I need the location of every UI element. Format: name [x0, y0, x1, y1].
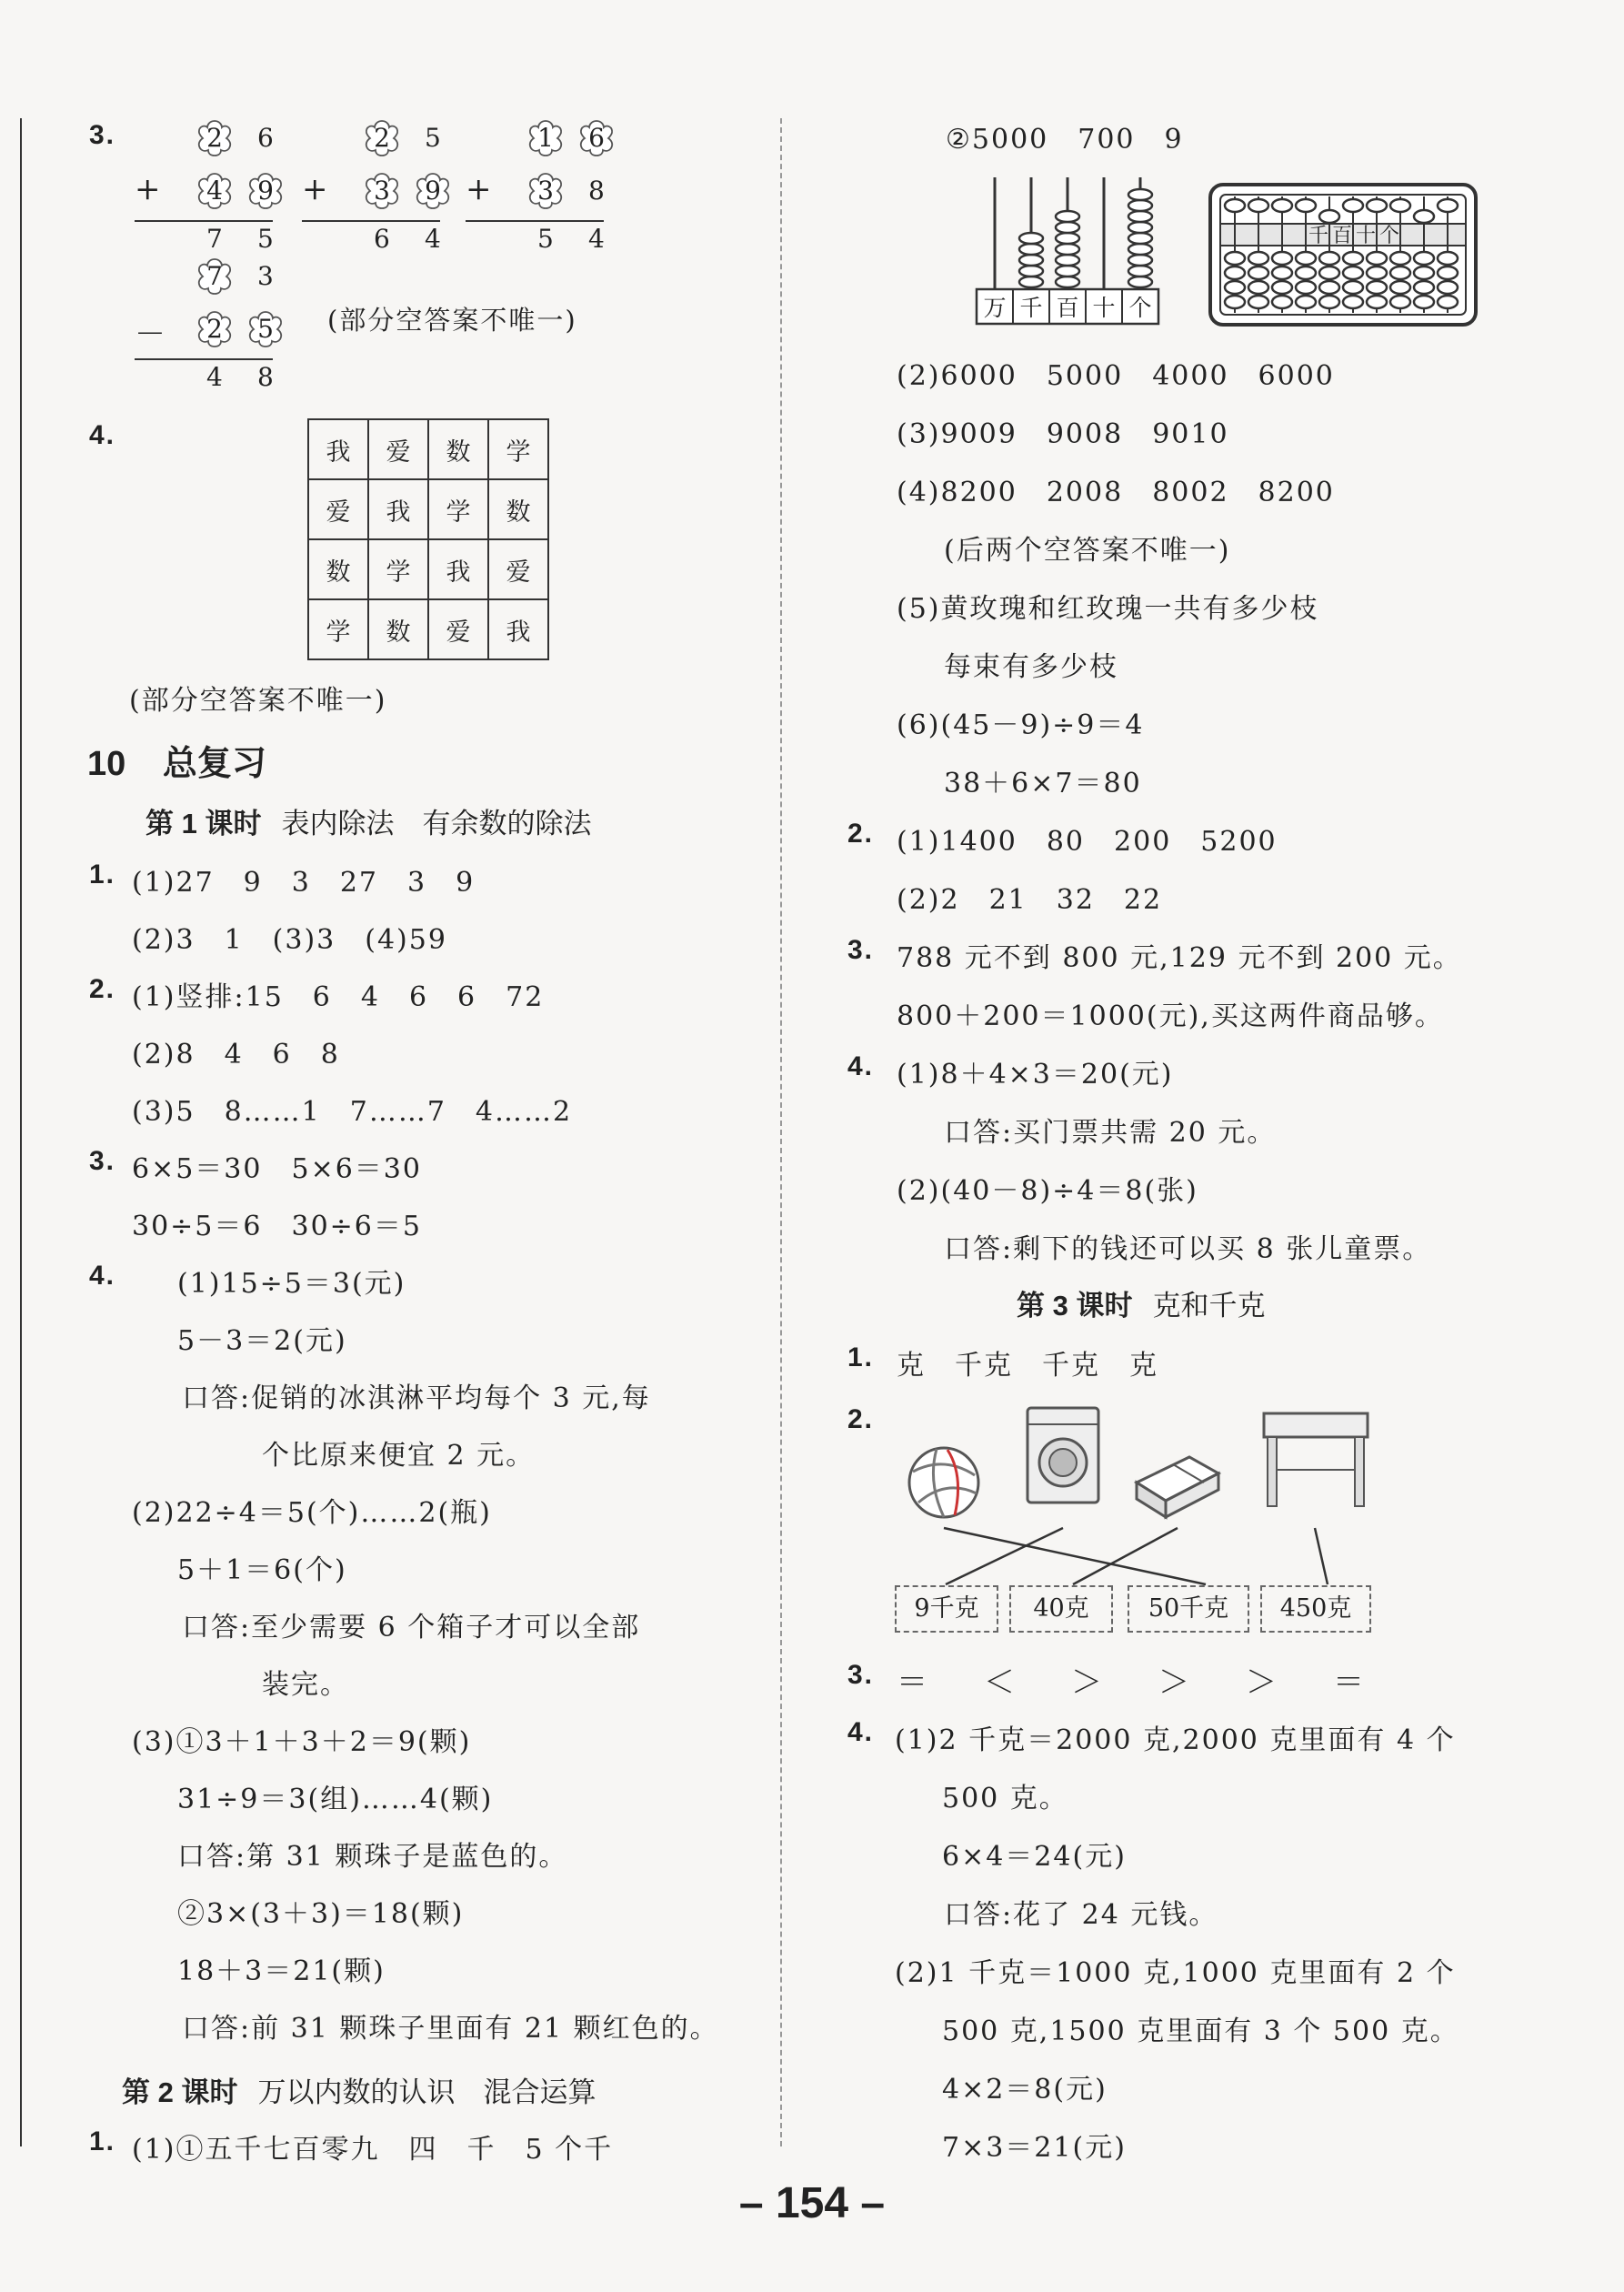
abacus-label: 百: [1056, 295, 1079, 321]
answer-line: 18＋3＝21(颗): [177, 1955, 386, 1987]
answer-line: 口答:至少需要 6 个箱子才可以全部: [182, 1612, 641, 1644]
eraser-icon: [1137, 1457, 1218, 1517]
soroban-label: 百: [1331, 225, 1353, 247]
answer-line: (1)8＋4×3＝20(元): [897, 1059, 1174, 1091]
circled-digit: [526, 171, 566, 211]
circled-digit: [526, 118, 566, 158]
grid-row: [308, 479, 548, 539]
result-digit: 5: [537, 224, 554, 254]
grid-cell: 数: [308, 539, 368, 599]
question-number: 3.: [89, 120, 116, 150]
answer-line: 口答:剩下的钱还可以买 8 张儿童票。: [944, 1233, 1432, 1265]
weight-option: 9千克: [895, 1585, 998, 1633]
answer-line: (3)①3＋1＋3＋2＝9(颗): [132, 1726, 472, 1758]
answer-line: 口答:促销的冰淇淋平均每个 3 元,每: [182, 1382, 651, 1414]
digit: 8: [588, 176, 605, 206]
calc-rule: [302, 220, 440, 222]
digit-text: 3: [374, 176, 390, 206]
soroban-label: 十: [1355, 225, 1377, 247]
lesson-heading: [1017, 1282, 1265, 1323]
answer-line: 个比原来便宜 2 元。: [262, 1440, 536, 1472]
abacus-label: 个: [1128, 295, 1152, 321]
answer-line: 口答:第 31 颗珠子是蓝色的。: [177, 1841, 568, 1873]
answer-line: (4)8200 2008 8002 8200: [897, 477, 1335, 508]
result-digit: 5: [257, 224, 274, 254]
matching-lines: [944, 1528, 1328, 1584]
circled-digit: [246, 171, 286, 211]
answer-line: 800＋200＝1000(元),买这两件商品够。: [897, 1000, 1444, 1032]
grid-cell: 数: [488, 479, 548, 539]
answer-line: (6)(45－9)÷9＝4: [897, 709, 1145, 741]
answer-line: 口答:前 31 颗珠子里面有 21 颗红色的。: [182, 2013, 719, 2045]
digit: 5: [425, 123, 441, 153]
digit-text: 3: [537, 176, 554, 206]
grid-cell: 我: [428, 539, 488, 599]
answer-line: 38＋6×7＝80: [944, 768, 1142, 799]
grid-row: [308, 539, 548, 599]
digit-text: 2: [206, 123, 223, 153]
abacus-label: 万: [983, 295, 1007, 321]
grid-cell: 爱: [488, 539, 548, 599]
circled-digit: [413, 171, 453, 211]
grid-cell: 数: [428, 419, 488, 479]
question-number: 2.: [89, 974, 116, 1004]
question-number: 3.: [847, 1660, 875, 1690]
grid-cell: 爱: [308, 479, 368, 539]
operator: +: [135, 171, 161, 207]
lesson-title: 克和千克: [1152, 1290, 1266, 1322]
lesson-label: 第 2 课时: [122, 2076, 238, 2108]
operator: －: [135, 317, 165, 353]
answer-line: 4×2＝8(元): [942, 2074, 1108, 2106]
answer-line: 30÷5＝6 30÷6＝5: [132, 1211, 422, 1242]
volleyball-icon: [909, 1448, 978, 1517]
answer-line: 500 克。: [942, 1783, 1068, 1814]
question-number: 3.: [89, 1146, 116, 1176]
note: (部分空答案不唯一): [327, 305, 577, 336]
answer-line: 6×4＝24(元): [942, 1841, 1127, 1873]
soroban-label: 千: [1308, 225, 1329, 247]
weight-option: 50千克: [1128, 1585, 1249, 1633]
question-number: 4.: [89, 420, 116, 450]
lesson-title: 表内除法 有余数的除法: [281, 808, 592, 839]
answer-line: (1)2 千克＝2000 克,2000 克里面有 4 个: [895, 1724, 1456, 1756]
answer-line: ＝ ＜ ＞ ＞ ＞ ＝: [897, 1664, 1377, 1701]
answer-line: 每束有多少枝: [944, 651, 1118, 683]
result-digit: 4: [206, 362, 223, 392]
circled-digit: [195, 171, 235, 211]
digit-text: 9: [425, 176, 441, 206]
answer-line: 克 千克 千克 克: [897, 1350, 1158, 1382]
answer-line: 装完。: [262, 1669, 349, 1701]
answer-line: 788 元不到 800 元,129 元不到 200 元。: [897, 942, 1462, 974]
lesson-label: 第 1 课时: [145, 808, 262, 839]
answer-line: 7×3＝21(元): [942, 2132, 1127, 2164]
abacus-label: 千: [1019, 295, 1043, 321]
circled-digit: [362, 118, 402, 158]
question-number: 1.: [847, 1342, 875, 1372]
answer-line: (1)①五千七百零九 四 千 5 个千: [132, 2134, 614, 2166]
digit: 6: [257, 123, 274, 153]
digit-text: 1: [537, 123, 554, 153]
answer-line: (后两个空答案不唯一): [944, 535, 1231, 567]
lesson-title: 万以内数的认识 混合运算: [257, 2076, 596, 2108]
page-number: – 154 –: [738, 2179, 886, 2227]
answer-line: 500 克,1500 克里面有 3 个 500 克。: [942, 2016, 1459, 2047]
answer-line: ②5000 700 9: [946, 124, 1184, 156]
soroban-illustration: [1208, 182, 1480, 329]
grid-cell: 学: [308, 599, 368, 659]
question-number: 4.: [847, 1051, 875, 1081]
answer-line: (2)1 千克＝1000 克,1000 克里面有 2 个: [895, 1957, 1456, 1989]
section-name: 总复习: [162, 745, 266, 783]
answer-line: (2)3 1 (3)3 (4)59: [132, 924, 447, 956]
answer-line: (2)(40－8)÷4＝8(张): [897, 1175, 1198, 1207]
circled-digit: [195, 256, 235, 297]
table-icon: [1264, 1413, 1368, 1506]
section-title: [87, 735, 266, 785]
grid-cell: 学: [488, 419, 548, 479]
grid-cell: 学: [368, 539, 428, 599]
result-digit: 4: [425, 224, 441, 254]
grid-cell: 爱: [428, 599, 488, 659]
result-digit: 7: [206, 224, 223, 254]
grid-cell: 数: [368, 599, 428, 659]
weight-option: 40克: [1009, 1585, 1113, 1633]
answer-line: 口答:花了 24 元钱。: [944, 1899, 1218, 1931]
question-number: 4.: [89, 1261, 116, 1291]
circled-digit: [195, 118, 235, 158]
answer-line: 口答:买门票共需 20 元。: [944, 1117, 1277, 1149]
lesson-heading: [145, 800, 591, 841]
answer-line: 6×5＝30 5×6＝30: [132, 1153, 422, 1185]
result-digit: 6: [374, 224, 390, 254]
abacus-label: 十: [1092, 295, 1116, 321]
digit: 3: [257, 261, 274, 291]
section-number: 10: [87, 745, 126, 783]
answer-line: (3)9009 9008 9010: [897, 418, 1229, 450]
answer-line: (2)2 21 32 22: [897, 884, 1163, 916]
margin-line: [20, 118, 22, 2146]
answer-line: (1)15÷5＝3(元): [177, 1268, 406, 1300]
lesson-heading: [122, 2069, 596, 2110]
grid-cell: 爱: [368, 419, 428, 479]
answer-line: (1)1400 80 200 5200: [897, 826, 1278, 858]
digit-text: 2: [374, 123, 390, 153]
answer-line: (2)8 4 6 8: [132, 1039, 340, 1071]
circled-digit: [576, 118, 617, 158]
circled-digit: [362, 171, 402, 211]
question-number: 4.: [847, 1717, 875, 1747]
question-number: 1.: [89, 860, 116, 890]
answer-line: (1)竖排:15 6 4 6 6 72: [132, 981, 545, 1013]
answer-line: 5－3＝2(元): [177, 1325, 347, 1357]
weight-option: 450克: [1260, 1585, 1371, 1633]
grid-cell: 我: [368, 479, 428, 539]
lesson-label: 第 3 课时: [1017, 1290, 1133, 1322]
grid-row: [308, 419, 548, 479]
question-number: 1.: [89, 2126, 116, 2156]
result-digit: 8: [257, 362, 274, 392]
digit-text: 9: [257, 176, 274, 206]
word-grid: [307, 418, 549, 660]
answer-line: (3)5 8……1 7……7 4……2: [132, 1096, 573, 1128]
answer-line: 5＋1＝6(个): [177, 1554, 347, 1586]
answer-line: (2)6000 5000 4000 6000: [897, 360, 1335, 392]
digit-text: 7: [206, 261, 223, 291]
answer-line: 31÷9＝3(组)……4(颗): [177, 1784, 494, 1815]
question-number: 3.: [847, 935, 875, 965]
note: (部分空答案不唯一): [129, 685, 387, 717]
digit-text: 4: [206, 176, 223, 206]
grid-cell: 学: [428, 479, 488, 539]
question-number: 2.: [847, 819, 875, 849]
grid-cell: 我: [488, 599, 548, 659]
answer-line: ②3×(3＋3)＝18(颗): [177, 1898, 465, 1930]
question-number: 2.: [847, 1404, 875, 1434]
answer-line: (1)27 9 3 27 3 9: [132, 867, 476, 899]
circled-digit: [195, 309, 235, 349]
circled-digit: [246, 309, 286, 349]
operator: +: [466, 171, 492, 207]
digit-text: 6: [588, 123, 605, 153]
calc-rule: [135, 358, 273, 360]
digit-text: 2: [206, 314, 223, 344]
calc-rule: [135, 220, 273, 222]
column-divider: [780, 118, 782, 2146]
counting-frame-illustration: [973, 173, 1173, 327]
digit-text: 5: [257, 314, 274, 344]
grid-cell: 我: [308, 419, 368, 479]
answer-line: (2)22÷4＝5(个)……2(瓶): [132, 1497, 492, 1529]
operator: +: [302, 171, 328, 207]
matching-illustration: [900, 1392, 1409, 1592]
answer-line: (5)黄玫瑰和红玫瑰一共有多少枝: [897, 593, 1319, 625]
washing-machine-icon: [1028, 1408, 1098, 1503]
calc-rule: [466, 220, 604, 222]
grid-row: [308, 599, 548, 659]
soroban-label: 个: [1378, 225, 1400, 247]
result-digit: 4: [588, 224, 605, 254]
